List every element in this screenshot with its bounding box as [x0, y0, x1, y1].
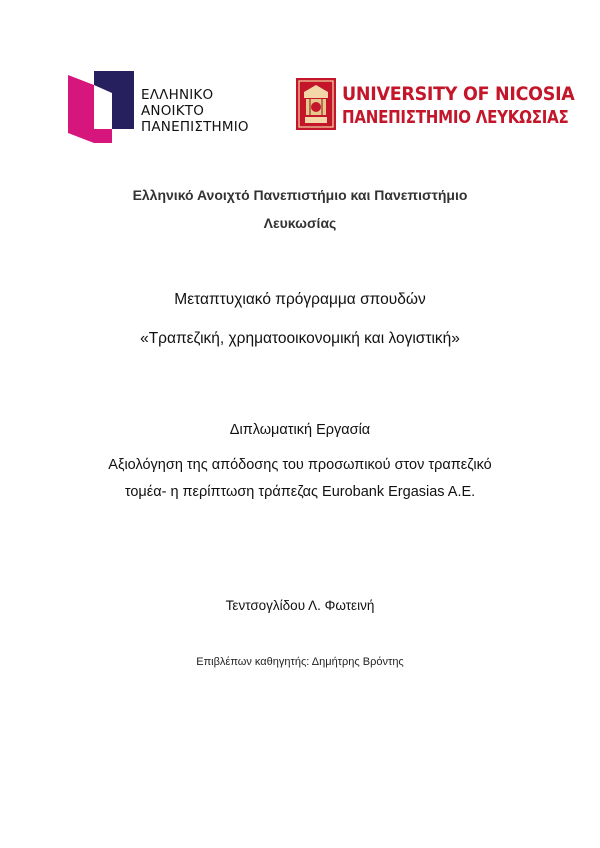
- eap-logo-line-3: ΠΑΝΕΠΙΣΤΗΜΙΟ: [141, 119, 249, 135]
- supervisor: Επιβλέπων καθηγητής: Δημήτρης Βρόντης: [196, 656, 404, 668]
- institution-line-1: Ελληνικό Ανοιχτό Πανεπιστήμιο και Πανεπιστήμιο: [132, 187, 468, 203]
- institution-line-2: Λευκωσίας: [263, 215, 337, 231]
- unic-logo-line-1: UNIVERSITY OF NICOSIA: [342, 83, 575, 105]
- unic-logo: [296, 78, 575, 134]
- eap-logo-line-2: ΑΝΟΙΚΤΟ: [141, 103, 205, 119]
- program-title: «Τραπεζική, χρηματοοικονομική και λογιστική»: [140, 330, 460, 347]
- eap-logo-line-1: ΕΛΛΗΝΙΚΟ: [141, 87, 214, 103]
- eap-emblem-icon: [68, 71, 134, 143]
- program-line-1: Μεταπτυχιακό πρόγραμμα σπουδών: [174, 291, 426, 308]
- unic-seal-icon: [296, 78, 336, 130]
- thesis-title-line-1: Αξιολόγηση της απόδοσης του προσωπικού στον τραπεζικό: [108, 457, 492, 473]
- thesis-type: Διπλωματική Εργασία: [229, 422, 371, 438]
- author-name: Τεντσογλίδου Λ. Φωτεινή: [225, 598, 375, 613]
- thesis-title-line-2: τομέα- η περίπτωση τράπεζας Eurobank Ergasias A.E.: [124, 484, 476, 500]
- unic-logo-line-2: ΠΑΝΕΠΙΣΤΗΜΙΟ ΛΕΥΚΩΣΙΑΣ: [342, 108, 569, 128]
- eap-logo: [68, 71, 268, 143]
